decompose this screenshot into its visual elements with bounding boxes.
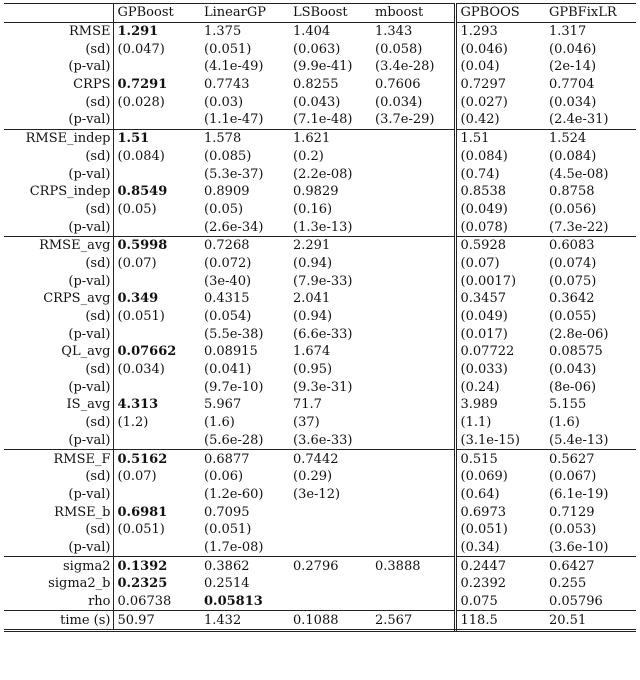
table-cell: (0.051) [460, 522, 508, 538]
table-cell: (0.084) [549, 148, 597, 164]
table-cell: 0.9829 [293, 184, 339, 200]
table-cell [371, 308, 455, 326]
table-cell [371, 255, 455, 273]
row-label: CRPS_indep [4, 183, 113, 201]
column-header: GPBFixLR [545, 4, 636, 23]
table-cell: (0.063) [293, 41, 341, 57]
table-row [4, 148, 636, 166]
table-cell: 0.8758 [549, 184, 595, 200]
table-cell: (6.1e-19) [549, 486, 609, 502]
table-cell [371, 521, 455, 539]
table-cell: 1.621 [289, 129, 371, 147]
row-label: (p-val) [4, 486, 113, 504]
table-cell: (0.056) [549, 201, 597, 217]
table-cell [371, 201, 455, 219]
table-row [4, 255, 636, 273]
table-cell [289, 503, 371, 521]
table-cell [113, 290, 200, 308]
table-cell: 0.6877 [200, 450, 289, 468]
table-cell: 1.317 [549, 24, 587, 40]
table-row [4, 165, 636, 183]
table-cell: (0.078) [460, 219, 508, 235]
table-cell: (3.7e-29) [371, 111, 455, 129]
table-row [4, 343, 636, 361]
table-row [4, 450, 636, 468]
table-cell: 0.2447 [455, 557, 545, 575]
row-label: IS_avg [4, 396, 113, 414]
row-label: (sd) [4, 148, 113, 166]
table-cell: 0.6973 [460, 504, 506, 520]
header-corner [4, 4, 113, 23]
table-cell [371, 539, 455, 557]
table-cell [371, 148, 455, 166]
table-cell: (0.034) [117, 362, 165, 378]
table-cell: (0.95) [293, 362, 333, 378]
table-cell: (7.1e-48) [293, 112, 353, 128]
table-cell: 0.5928 [455, 236, 545, 254]
table-cell: (7.9e-33) [293, 273, 353, 289]
table-cell [113, 22, 200, 40]
table-cell: (0.94) [293, 309, 333, 325]
table-cell: (0.017) [460, 326, 508, 342]
table-row [4, 218, 636, 236]
row-label: (p-val) [4, 539, 113, 557]
table-cell: (0.051) [117, 309, 165, 325]
row-label: (sd) [4, 40, 113, 58]
table-cell [371, 593, 455, 611]
table-cell [113, 539, 200, 557]
table-cell: 5.155 [549, 397, 587, 413]
best-value: 0.5998 [117, 238, 168, 254]
table-row [4, 557, 636, 575]
table-row [4, 236, 636, 254]
table-cell [371, 236, 455, 254]
table-cell: (0.0017) [460, 273, 517, 289]
table-cell: 0.07722 [460, 344, 515, 360]
table-cell: 71.7 [293, 397, 322, 413]
table-cell: (0.055) [549, 309, 597, 325]
row-label: time (s) [4, 611, 113, 631]
table-cell [113, 58, 200, 76]
table-cell: (0.067) [549, 469, 597, 485]
table-cell: (5.4e-13) [549, 432, 609, 448]
row-label: (sd) [4, 93, 113, 111]
table-cell: (1.2e-60) [204, 486, 264, 502]
table-cell [113, 183, 200, 201]
table-cell [371, 396, 455, 414]
table-cell: 1.432 [200, 611, 289, 631]
row-label: (sd) [4, 414, 113, 432]
row-label: (p-val) [4, 325, 113, 343]
table-cell: (0.94) [293, 255, 333, 271]
table-cell: (5.6e-28) [204, 432, 264, 448]
table-cell: (9.7e-10) [204, 379, 264, 395]
table-cell [371, 486, 455, 504]
table-cell: (3e-12) [293, 486, 341, 502]
table-cell: (3.6e-10) [549, 539, 609, 555]
table-cell: 3.989 [460, 397, 498, 413]
table-cell: 0.7095 [204, 504, 250, 520]
table-cell: (0.07) [460, 255, 500, 271]
table-cell: (0.033) [460, 362, 508, 378]
table-cell: 0.8538 [460, 184, 506, 200]
table-row [4, 396, 636, 414]
table-cell: (0.2) [293, 148, 324, 164]
table-cell [113, 378, 200, 396]
best-value: 0.7291 [117, 77, 168, 93]
table-cell [371, 272, 455, 290]
table-cell: 50.97 [113, 611, 200, 631]
row-label: (sd) [4, 361, 113, 379]
row-label: RMSE_b [4, 503, 113, 521]
row-label: (p-val) [4, 272, 113, 290]
table-cell: (0.046) [460, 41, 508, 57]
table-cell [289, 575, 371, 593]
table-row [4, 593, 636, 611]
table-cell: (3.4e-28) [371, 58, 455, 76]
table-cell: 0.06738 [117, 594, 172, 610]
table-cell: 0.08575 [549, 344, 603, 360]
table-cell: (7.3e-22) [549, 219, 609, 235]
table-row [4, 58, 636, 76]
table-cell: 0.6083 [545, 236, 636, 254]
table-cell: (0.058) [371, 40, 455, 58]
row-label: CRPS_avg [4, 290, 113, 308]
table-cell: (4.5e-08) [549, 166, 609, 182]
table-cell: (0.047) [117, 41, 165, 57]
table-cell: (0.049) [460, 309, 508, 325]
table-cell [113, 450, 200, 468]
table-cell: (0.054) [204, 309, 252, 325]
table-row [4, 183, 636, 201]
header-row [4, 4, 636, 23]
column-header: LinearGP [200, 4, 289, 23]
table-cell: 0.2514 [204, 576, 250, 592]
best-value: 1.291 [117, 24, 159, 40]
table-cell: 5.967 [204, 397, 242, 413]
table-cell [113, 165, 200, 183]
table-cell [113, 503, 200, 521]
table-row [4, 272, 636, 290]
row-label: (sd) [4, 308, 113, 326]
table-cell: (0.034) [549, 94, 597, 110]
table-cell [371, 450, 455, 468]
table-cell [371, 432, 455, 450]
table-cell [113, 76, 200, 94]
table-cell: (9.9e-41) [293, 59, 353, 75]
table-cell: (0.053) [549, 522, 597, 538]
table-row [4, 378, 636, 396]
table-cell: 1.293 [460, 24, 498, 40]
table-cell: 118.5 [455, 611, 545, 631]
best-value: 0.6981 [117, 504, 168, 520]
table-cell: (2.6e-34) [204, 219, 264, 235]
table-cell: 2.567 [371, 611, 455, 631]
table-cell: (37) [293, 415, 320, 431]
table-row [4, 40, 636, 58]
row-label: rho [4, 593, 113, 611]
table-row [4, 290, 636, 308]
table-cell: 0.7743 [204, 77, 250, 93]
best-value: 0.07662 [117, 344, 177, 360]
table-cell: (1.6) [204, 415, 235, 431]
table-cell: (2.2e-08) [293, 166, 353, 182]
table-cell: (0.05) [204, 201, 244, 217]
table-cell: (3.1e-15) [460, 432, 520, 448]
results-table [4, 3, 636, 632]
table-cell: 0.515 [455, 450, 545, 468]
table-cell: (6.6e-33) [293, 326, 353, 342]
table-cell: (0.041) [204, 362, 252, 378]
table-cell: (0.03) [204, 94, 244, 110]
table-cell [113, 129, 200, 147]
row-label: (p-val) [4, 218, 113, 236]
table-cell: (3e-40) [204, 273, 252, 289]
table-cell: 0.7704 [549, 77, 595, 93]
table-row [4, 414, 636, 432]
table-cell: (0.06) [204, 469, 244, 485]
table-cell: 1.51 [455, 129, 545, 147]
table-row [4, 575, 636, 593]
table-row [4, 201, 636, 219]
row-label: RMSE_indep [4, 129, 113, 147]
table-cell [113, 432, 200, 450]
table-cell: 0.2392 [460, 576, 506, 592]
table-cell: (0.05) [117, 201, 157, 217]
row-label: sigma2_b [4, 575, 113, 593]
table-cell: (1.6) [549, 415, 580, 431]
table-cell [371, 183, 455, 201]
table-cell: 0.8909 [204, 184, 250, 200]
table-cell: (1.7e-08) [204, 539, 264, 555]
best-value: 0.349 [117, 291, 159, 307]
table-cell: 0.1088 [289, 611, 371, 631]
table-cell: (1.2) [117, 415, 149, 431]
table-cell: 0.05796 [549, 594, 603, 610]
table-cell: 0.3642 [549, 291, 595, 307]
table-row [4, 503, 636, 521]
table-row [4, 539, 636, 557]
table-cell: (5.5e-38) [204, 326, 264, 342]
row-label: (p-val) [4, 165, 113, 183]
table-cell: (0.051) [117, 522, 165, 538]
table-cell: 0.4315 [204, 291, 250, 307]
table-cell [371, 361, 455, 379]
best-value: 0.5162 [117, 451, 168, 467]
table-cell: 0.7442 [289, 450, 371, 468]
table-row [4, 611, 636, 631]
table-cell: (0.04) [460, 59, 500, 75]
table-cell: 0.075 [460, 594, 498, 610]
table-cell: (8e-06) [549, 379, 597, 395]
table-cell: 0.2796 [289, 557, 371, 575]
table-cell: 0.3888 [371, 557, 455, 575]
table-cell: (0.29) [293, 469, 333, 485]
table-cell [113, 236, 200, 254]
table-cell [113, 325, 200, 343]
table-cell: (0.072) [204, 255, 252, 271]
table-cell: (0.074) [549, 255, 597, 271]
best-value: 0.1392 [117, 558, 168, 574]
table-cell [371, 218, 455, 236]
table-cell: 0.6427 [545, 557, 636, 575]
column-header: LSBoost [289, 4, 371, 23]
table-row [4, 468, 636, 486]
table-cell: (0.085) [204, 148, 252, 164]
table-cell [113, 575, 200, 593]
table-row [4, 111, 636, 129]
table-cell: (0.74) [460, 166, 500, 182]
table-cell [371, 290, 455, 308]
table-cell: (0.051) [204, 41, 252, 57]
table-body [4, 22, 636, 630]
table-cell: (0.075) [549, 273, 597, 289]
table-cell: 0.3862 [200, 557, 289, 575]
table-row [4, 129, 636, 147]
table-cell [289, 539, 371, 557]
table-cell: (3.6e-33) [293, 432, 353, 448]
row-label: (p-val) [4, 111, 113, 129]
best-value: 0.8549 [117, 184, 168, 200]
table-cell: 1.375 [204, 24, 242, 40]
table-cell: (0.42) [460, 112, 500, 128]
table-cell: (0.069) [460, 469, 508, 485]
table-cell: 0.3457 [460, 291, 506, 307]
table-cell: 1.343 [371, 22, 455, 40]
table-cell: 2.041 [293, 291, 331, 307]
table-row [4, 361, 636, 379]
table-cell [113, 272, 200, 290]
table-cell: (0.034) [371, 93, 455, 111]
table-cell: 0.5627 [545, 450, 636, 468]
table-cell: (0.07) [117, 469, 157, 485]
table-cell [200, 593, 289, 611]
row-label: (p-val) [4, 378, 113, 396]
table-cell: 1.578 [200, 129, 289, 147]
table-cell: (4.1e-49) [204, 59, 264, 75]
table-cell: 0.255 [549, 576, 587, 592]
table-cell [371, 414, 455, 432]
table-cell [113, 557, 200, 575]
table-cell: (0.084) [460, 148, 508, 164]
best-value: 0.05813 [204, 594, 263, 610]
table-cell: 20.51 [545, 611, 636, 631]
table-cell [371, 378, 455, 396]
column-header: mboost [371, 4, 455, 23]
row-label: RMSE_avg [4, 236, 113, 254]
table-cell [371, 468, 455, 486]
table-cell: (0.07) [117, 255, 157, 271]
table-cell [289, 521, 371, 539]
row-label: (sd) [4, 521, 113, 539]
table-row [4, 432, 636, 450]
table-cell: (2.8e-06) [549, 326, 609, 342]
table-cell: (0.028) [117, 94, 165, 110]
table-row [4, 308, 636, 326]
column-header: GPBOOS [455, 4, 545, 23]
table-cell: (1.1) [460, 415, 492, 431]
table-cell: (0.24) [460, 379, 500, 395]
table-cell: 0.7129 [549, 504, 595, 520]
table-cell: (2.4e-31) [549, 112, 609, 128]
table-cell [113, 396, 200, 414]
table-cell: (0.64) [460, 486, 500, 502]
table-cell [113, 218, 200, 236]
table-cell: (0.34) [460, 539, 500, 555]
table-cell: 2.291 [289, 236, 371, 254]
column-header: GPBoost [113, 4, 200, 23]
table-cell: (0.043) [293, 94, 341, 110]
row-label: RMSE [4, 22, 113, 40]
table-cell: 0.08915 [204, 344, 258, 360]
table-cell: (0.16) [293, 201, 333, 217]
table-cell: (0.049) [460, 201, 508, 217]
table-cell: 0.7606 [371, 76, 455, 94]
table-cell: 1.674 [293, 344, 331, 360]
table-cell [371, 503, 455, 521]
row-label: sigma2 [4, 557, 113, 575]
row-label: RMSE_F [4, 450, 113, 468]
table-cell [371, 343, 455, 361]
table-cell: (0.043) [549, 362, 597, 378]
row-label: CRPS [4, 76, 113, 94]
row-label: (sd) [4, 468, 113, 486]
best-value: 1.51 [117, 131, 150, 147]
table-cell: 0.8255 [293, 77, 339, 93]
table-cell: (9.3e-31) [293, 379, 353, 395]
table-cell [371, 165, 455, 183]
row-label: (sd) [4, 201, 113, 219]
table-cell [289, 593, 371, 611]
table-cell [113, 111, 200, 129]
table-cell: (0.051) [204, 522, 252, 538]
table-row [4, 76, 636, 94]
table-cell [371, 575, 455, 593]
row-label: (p-val) [4, 58, 113, 76]
table-cell: (1.1e-47) [204, 112, 264, 128]
table-cell: (0.084) [117, 148, 165, 164]
best-value: 0.2325 [117, 576, 168, 592]
table-cell: 1.404 [293, 24, 331, 40]
best-value: 4.313 [117, 397, 159, 413]
row-label: (sd) [4, 255, 113, 273]
table-row [4, 486, 636, 504]
table-cell: (0.046) [549, 41, 597, 57]
table-row [4, 325, 636, 343]
table-cell [113, 343, 200, 361]
table-cell [371, 129, 455, 147]
table-cell [113, 486, 200, 504]
row-label: QL_avg [4, 343, 113, 361]
table-row [4, 521, 636, 539]
table-cell [371, 325, 455, 343]
table-row [4, 22, 636, 40]
row-label: (p-val) [4, 432, 113, 450]
table-cell: (2e-14) [549, 59, 597, 75]
table-cell: 1.524 [545, 129, 636, 147]
table-cell: (5.3e-37) [204, 166, 264, 182]
table-cell: (1.3e-13) [293, 219, 353, 235]
table-cell: (0.027) [460, 94, 508, 110]
table-row [4, 93, 636, 111]
table-cell: 0.7297 [460, 77, 506, 93]
table-cell: 0.7268 [200, 236, 289, 254]
